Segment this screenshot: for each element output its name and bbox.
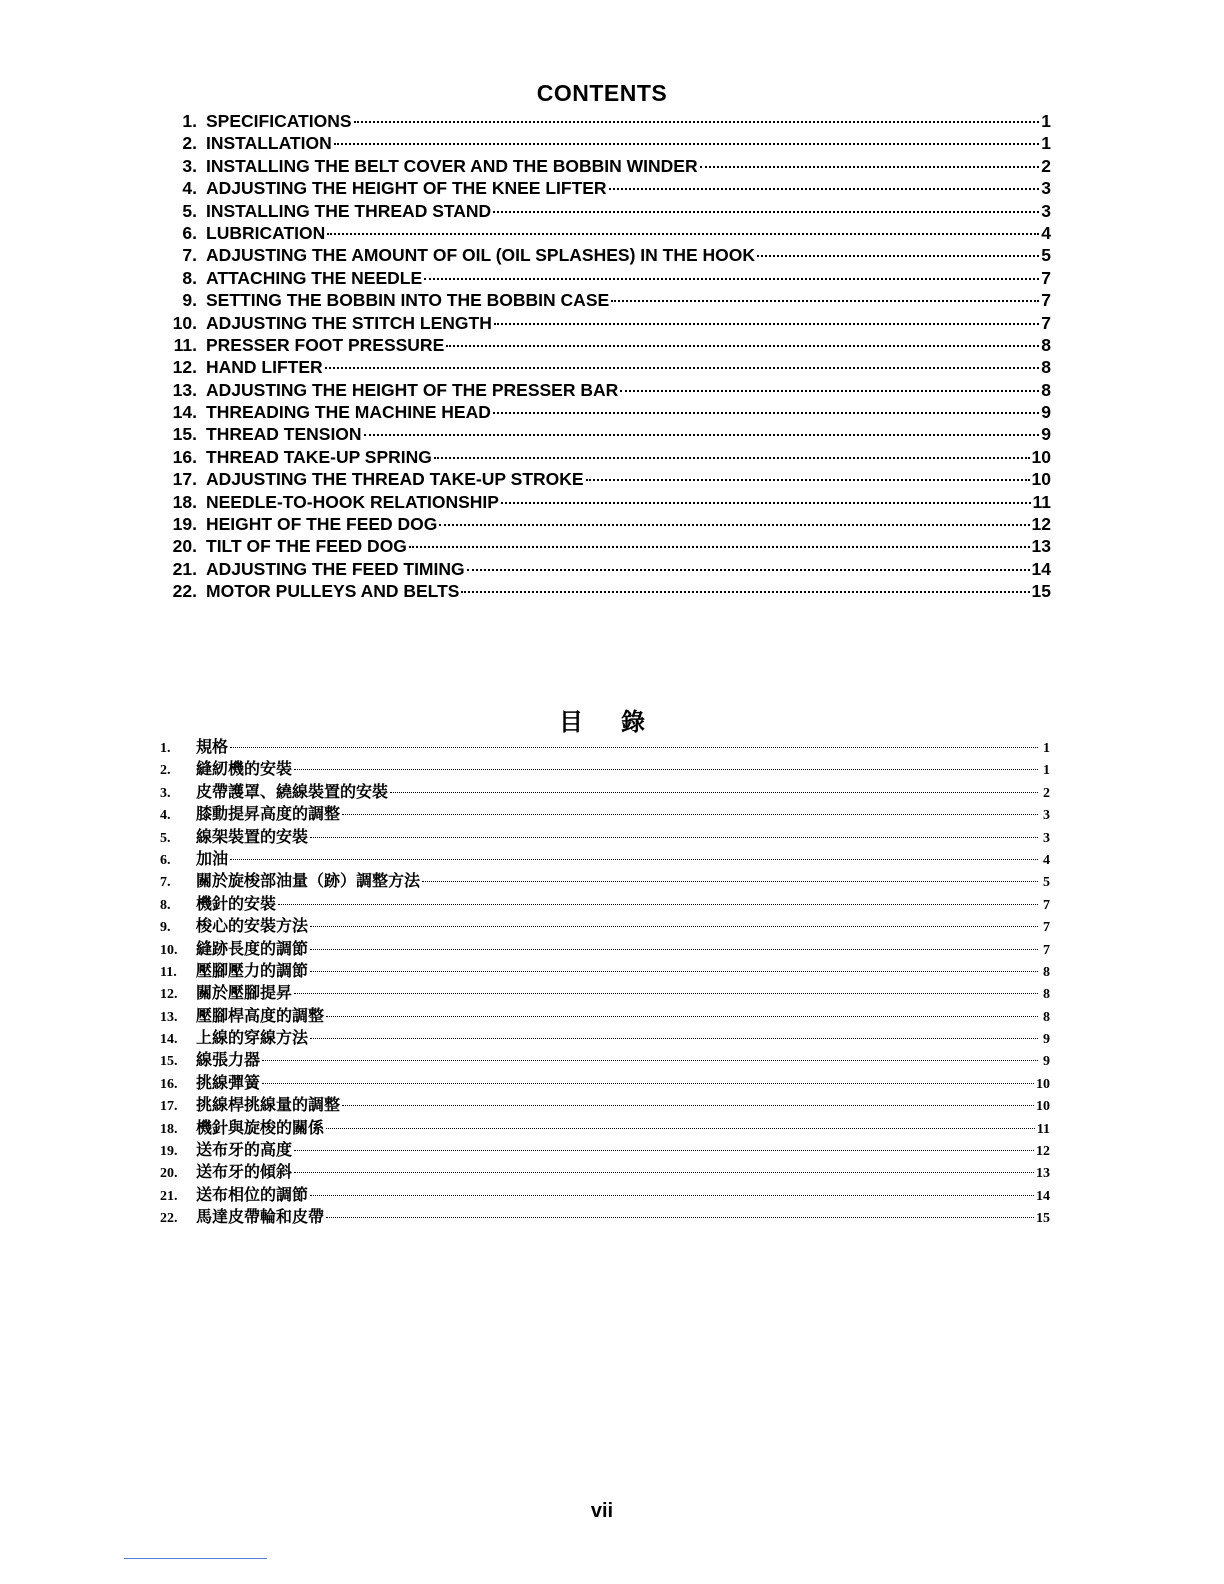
toc-entry-title: HAND LIFTER [206, 357, 323, 378]
toc-entry-page: 5 [1043, 875, 1050, 891]
toc-entry-title: ADJUSTING THE THREAD TAKE-UP STROKE [206, 469, 584, 490]
toc-entry-page: 3 [1041, 200, 1051, 221]
toc-entry-number: 8. [182, 267, 197, 288]
toc-entry-title: 送布牙的傾斜 [196, 1162, 293, 1182]
dot-leader [325, 367, 1039, 369]
toc-entry-number: 10. [172, 312, 197, 333]
dot-leader [310, 926, 1038, 927]
toc-entry-number: 1. [160, 741, 171, 756]
toc-entry-title: 挑線桿挑線量的調整 [196, 1095, 341, 1115]
toc-entry-page: 7 [1041, 312, 1051, 333]
toc-entry-number: 11. [160, 964, 177, 980]
chinese-contents-title: 目錄 [559, 709, 683, 736]
toc-entry-page: 15 [1036, 1211, 1050, 1227]
en-toc-entry [163, 289, 1051, 311]
en-toc-entry [163, 491, 1051, 513]
zh-toc-entry [160, 803, 1050, 825]
toc-entry-number: 12. [172, 357, 197, 378]
dot-leader [611, 300, 1039, 302]
toc-entry-page: 10 [1036, 1099, 1050, 1115]
dot-leader [467, 569, 1030, 571]
toc-entry-page: 11 [1036, 1121, 1050, 1137]
dot-leader [424, 278, 1039, 280]
toc-entry-title: 機針的安裝 [196, 893, 277, 913]
en-toc-entry [163, 155, 1051, 177]
toc-entry-title: 送布牙的高度 [196, 1140, 293, 1160]
en-toc-entry [163, 110, 1051, 132]
toc-entry-title: 壓腳桿高度的調整 [196, 1005, 325, 1025]
toc-entry-number: 15. [172, 424, 197, 445]
toc-entry-number: 12. [160, 987, 178, 1003]
en-toc-entry [163, 200, 1051, 222]
en-toc-entry [163, 446, 1051, 468]
dot-leader [262, 1083, 1034, 1084]
zh-toc-entry [160, 1161, 1050, 1183]
zh-toc-entry [160, 1206, 1050, 1228]
toc-entry-page: 12 [1036, 1144, 1050, 1160]
dot-leader [310, 1038, 1038, 1039]
toc-entry-number: 9. [160, 920, 171, 936]
dot-leader [493, 412, 1039, 414]
toc-entry-page: 9 [1041, 424, 1051, 445]
zh-toc-entry [160, 982, 1050, 1004]
toc-entry-title: 縫跡長度的調節 [196, 938, 309, 958]
toc-entry-number: 16. [160, 1076, 178, 1092]
zh-toc-entry [160, 1139, 1050, 1161]
toc-entry-number: 17. [160, 1099, 178, 1115]
toc-entry-title: ADJUSTING THE AMOUNT OF OIL (OIL SPLASHES) IN THE HOOK [206, 245, 756, 266]
en-toc-entry [163, 535, 1051, 557]
toc-entry-title: MOTOR PULLEYS AND BELTS [206, 581, 460, 602]
toc-entry-title: PRESSER FOOT PRESSURE [206, 334, 445, 355]
toc-entry-title: 送布相位的調節 [196, 1184, 309, 1204]
chinese-toc-list [160, 736, 1050, 1229]
zh-toc-entry [160, 1027, 1050, 1049]
toc-entry-page: 3 [1041, 178, 1051, 199]
toc-entry-page: 3 [1043, 830, 1050, 846]
toc-entry-title: THREADING THE MACHINE HEAD [206, 402, 491, 423]
toc-entry-page: 3 [1043, 808, 1050, 824]
dot-leader [327, 233, 1039, 235]
toc-entry-number: 18. [172, 491, 197, 512]
toc-entry-page: 10 [1031, 469, 1051, 490]
dot-leader [609, 188, 1039, 190]
dot-leader [501, 502, 1031, 504]
toc-entry-page: 7 [1043, 897, 1050, 913]
toc-entry-page: 14 [1036, 1188, 1050, 1204]
toc-entry-number: 13. [160, 1009, 178, 1025]
toc-entry-number: 6. [182, 222, 197, 243]
toc-entry-title: LUBRICATION [206, 222, 326, 243]
link-underline-mark [124, 1558, 267, 1559]
zh-toc-entry [160, 938, 1050, 960]
en-toc-entry [163, 401, 1051, 423]
toc-entry-title: ADJUSTING THE STITCH LENGTH [206, 312, 492, 333]
zh-toc-entry [160, 1094, 1050, 1116]
toc-entry-number: 3. [160, 785, 171, 801]
dot-leader [342, 1105, 1034, 1106]
toc-entry-number: 20. [160, 1166, 178, 1182]
toc-entry-title: ATTACHING THE NEEDLE [206, 267, 423, 288]
toc-entry-title: TILT OF THE FEED DOG [206, 536, 407, 557]
toc-entry-page: 10 [1031, 446, 1051, 467]
toc-entry-title: 馬達皮帶輪和皮帶 [196, 1207, 325, 1227]
toc-entry-title: ADJUSTING THE HEIGHT OF THE KNEE LIFTER [206, 178, 607, 199]
toc-entry-title: 線架裝置的安裝 [196, 826, 309, 846]
zh-toc-entry [160, 781, 1050, 803]
dot-leader [334, 143, 1039, 145]
dot-leader [354, 121, 1039, 123]
zh-toc-entry [160, 915, 1050, 937]
toc-entry-number: 17. [172, 469, 197, 490]
zh-toc-entry [160, 1072, 1050, 1094]
toc-entry-title: INSTALLING THE BELT COVER AND THE BOBBIN WINDER [206, 155, 698, 176]
toc-entry-page: 9 [1043, 1032, 1050, 1048]
en-toc-entry [163, 267, 1051, 289]
toc-entry-page: 15 [1031, 581, 1051, 602]
toc-entry-title: 上線的穿線方法 [196, 1028, 309, 1048]
en-toc-entry [163, 513, 1051, 535]
toc-entry-title: ADJUSTING THE FEED TIMING [206, 558, 465, 579]
zh-toc-entry [160, 736, 1050, 758]
toc-entry-page: 13 [1036, 1166, 1050, 1182]
toc-entry-page: 12 [1031, 514, 1051, 535]
toc-entry-page: 2 [1043, 785, 1050, 801]
english-toc-list [163, 110, 1051, 603]
toc-entry-page: 8 [1043, 964, 1050, 980]
en-toc-entry [163, 379, 1051, 401]
toc-entry-page: 4 [1043, 852, 1050, 868]
contents-title: CONTENTS [536, 80, 668, 106]
zh-toc-entry [160, 1049, 1050, 1071]
dot-leader [326, 1217, 1034, 1218]
dot-leader [493, 211, 1039, 213]
toc-entry-title: ADJUSTING THE HEIGHT OF THE PRESSER BAR [206, 379, 619, 400]
toc-entry-number: 4. [160, 808, 171, 824]
toc-entry-page: 4 [1041, 222, 1051, 243]
toc-entry-title: 關於旋梭部油量（跡）調整方法 [196, 871, 421, 891]
toc-entry-page: 8 [1043, 987, 1050, 1003]
en-toc-entry [163, 244, 1051, 266]
toc-entry-number: 8. [160, 897, 171, 913]
dot-leader [364, 434, 1039, 436]
toc-entry-page: 2 [1041, 155, 1051, 176]
toc-entry-number: 3. [182, 155, 197, 176]
dot-leader [446, 345, 1039, 347]
toc-entry-page: 1 [1041, 133, 1051, 154]
toc-entry-title: THREAD TAKE-UP SPRING [206, 446, 432, 467]
toc-entry-title: 挑線彈簧 [196, 1072, 261, 1092]
toc-entry-page: 8 [1041, 334, 1051, 355]
toc-entry-number: 21. [172, 558, 197, 579]
zh-toc-entry [160, 826, 1050, 848]
en-toc-entry [163, 177, 1051, 199]
toc-entry-number: 2. [182, 133, 197, 154]
zh-toc-entry [160, 1184, 1050, 1206]
toc-entry-page: 9 [1041, 402, 1051, 423]
toc-entry-title: SETTING THE BOBBIN INTO THE BOBBIN CASE [206, 290, 610, 311]
toc-entry-title: INSTALLING THE THREAD STAND [206, 200, 492, 221]
toc-entry-page: 7 [1043, 942, 1050, 958]
toc-entry-number: 16. [172, 446, 197, 467]
en-toc-entry [163, 423, 1051, 445]
toc-entry-page: 8 [1041, 357, 1051, 378]
toc-entry-title: 加油 [196, 848, 229, 868]
en-toc-entry [163, 312, 1051, 334]
toc-entry-page: 13 [1031, 536, 1051, 557]
toc-entry-page: 10 [1036, 1076, 1050, 1092]
zh-toc-entry [160, 893, 1050, 915]
toc-entry-page: 8 [1043, 1009, 1050, 1025]
toc-entry-title: SPECIFICATIONS [206, 111, 352, 131]
dot-leader [494, 323, 1039, 325]
toc-entry-title: 機針與旋梭的關係 [196, 1117, 325, 1137]
toc-entry-page: 7 [1041, 267, 1051, 288]
dot-leader [230, 859, 1038, 860]
toc-entry-title: 線張力器 [196, 1050, 261, 1070]
toc-entry-number: 11. [173, 334, 197, 355]
toc-entry-number: 14. [160, 1032, 178, 1048]
toc-entry-title: 膝動提昇高度的調整 [196, 804, 341, 824]
toc-entry-number: 4. [182, 178, 197, 199]
toc-entry-page: 9 [1043, 1054, 1050, 1070]
toc-entry-page: 7 [1041, 290, 1051, 311]
toc-entry-number: 19. [172, 514, 197, 535]
dot-leader [294, 1150, 1034, 1151]
toc-entry-title: NEEDLE-TO-HOOK RELATIONSHIP [206, 491, 499, 512]
dot-leader [310, 837, 1038, 838]
zh-toc-entry [160, 1005, 1050, 1027]
toc-entry-page: 1 [1043, 763, 1050, 779]
toc-entry-page: 5 [1041, 245, 1051, 266]
dot-leader [757, 255, 1039, 257]
toc-entry-title: THREAD TENSION [206, 424, 362, 445]
dot-leader [422, 881, 1038, 882]
zh-toc-entry [160, 870, 1050, 892]
toc-entry-number: 20. [172, 536, 197, 557]
en-toc-entry [163, 356, 1051, 378]
toc-entry-page: 8 [1041, 379, 1051, 400]
dot-leader [310, 949, 1038, 950]
toc-entry-title: 皮帶護罩、繞線裝置的安裝 [196, 781, 389, 801]
toc-entry-number: 19. [160, 1144, 178, 1160]
dot-leader [294, 769, 1038, 770]
toc-entry-title: 規格 [196, 737, 229, 756]
toc-entry-number: 22. [160, 1211, 178, 1227]
dot-leader [278, 904, 1038, 905]
toc-entry-page: 1 [1043, 741, 1050, 756]
zh-toc-entry [160, 1117, 1050, 1139]
dot-leader [294, 1172, 1034, 1173]
dot-leader [230, 747, 1038, 748]
dot-leader [262, 1060, 1038, 1061]
dot-leader [461, 591, 1029, 593]
toc-entry-number: 21. [160, 1188, 178, 1204]
toc-entry-number: 22. [172, 581, 197, 602]
en-toc-entry [163, 132, 1051, 154]
toc-entry-title: 關於壓腳提昇 [196, 983, 293, 1003]
en-toc-entry [163, 334, 1051, 356]
dot-leader [342, 814, 1038, 815]
dot-leader [326, 1016, 1038, 1017]
toc-entry-title: HEIGHT OF THE FEED DOG [206, 514, 438, 535]
toc-entry-number: 13. [172, 379, 197, 400]
toc-entry-page: 1 [1041, 111, 1051, 131]
toc-entry-number: 2. [160, 763, 171, 779]
zh-toc-entry [160, 960, 1050, 982]
toc-entry-page: 7 [1043, 920, 1050, 936]
toc-entry-title: INSTALLATION [206, 133, 332, 154]
toc-entry-title: 縫紉機的安裝 [196, 759, 293, 779]
dot-leader [310, 1195, 1034, 1196]
dot-leader [326, 1128, 1035, 1129]
en-toc-entry [163, 580, 1051, 602]
dot-leader [434, 457, 1030, 459]
toc-entry-number: 6. [160, 852, 171, 868]
dot-leader [620, 390, 1039, 392]
toc-entry-number: 15. [160, 1054, 178, 1070]
toc-entry-page: 11 [1032, 491, 1051, 512]
page-number: vii [590, 1500, 614, 1522]
toc-entry-number: 14. [172, 402, 197, 423]
toc-entry-number: 18. [160, 1121, 178, 1137]
dot-leader [409, 546, 1030, 548]
dot-leader [390, 792, 1038, 793]
dot-leader [310, 971, 1038, 972]
toc-entry-number: 10. [160, 942, 178, 958]
dot-leader [294, 993, 1038, 994]
en-toc-entry [163, 558, 1051, 580]
toc-entry-number: 5. [182, 200, 197, 221]
zh-toc-entry [160, 758, 1050, 780]
dot-leader [586, 479, 1030, 481]
en-toc-entry [163, 468, 1051, 490]
dot-leader [700, 166, 1039, 168]
zh-toc-entry [160, 848, 1050, 870]
toc-entry-number: 7. [182, 245, 197, 266]
toc-entry-number: 1. [182, 111, 197, 131]
toc-entry-page: 14 [1031, 558, 1051, 579]
en-toc-entry [163, 222, 1051, 244]
toc-entry-title: 梭心的安裝方法 [196, 916, 309, 936]
dot-leader [439, 524, 1029, 526]
toc-entry-title: 壓腳壓力的調節 [196, 960, 309, 980]
toc-entry-number: 7. [160, 875, 171, 891]
toc-entry-number: 5. [160, 830, 171, 846]
toc-entry-number: 9. [182, 290, 197, 311]
